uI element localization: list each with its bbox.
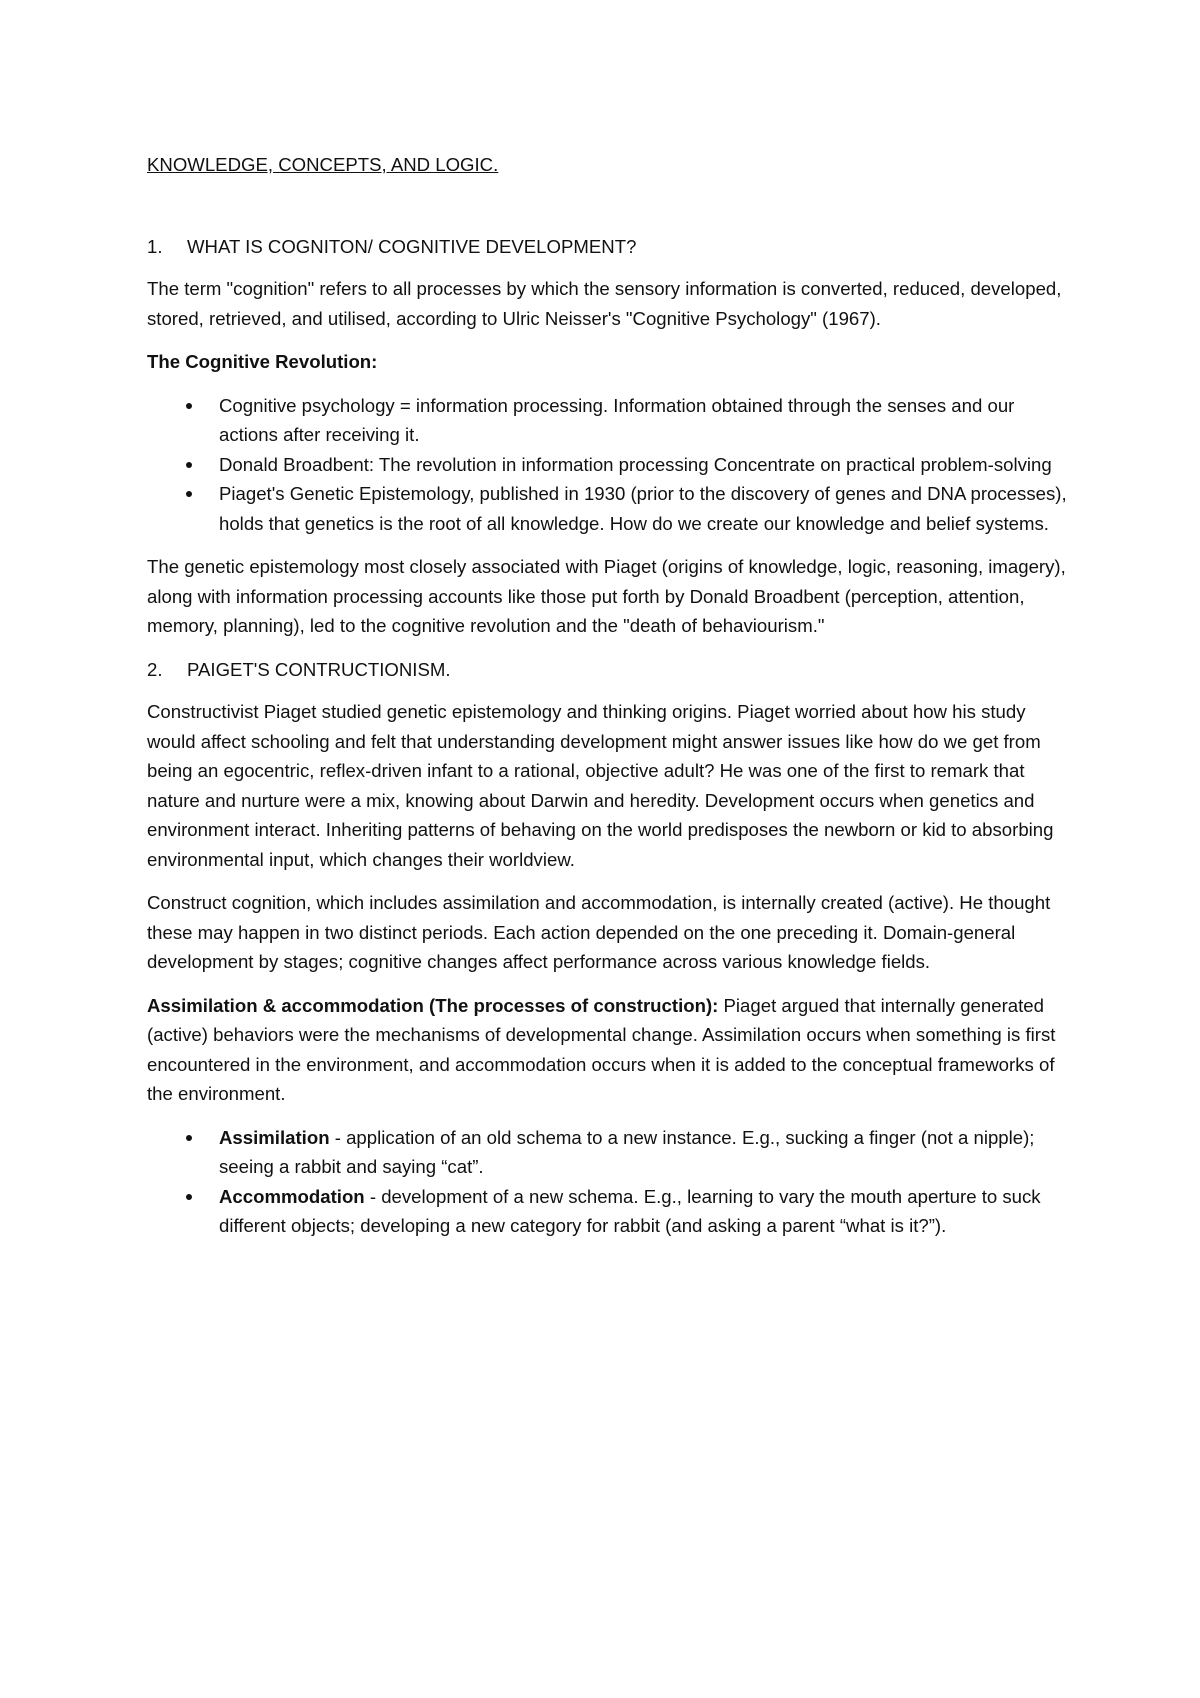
cognitive-revolution-list: [147, 391, 1067, 539]
section-1-closing: The genetic epistemology most closely associated with Piaget (origins of knowledge, logic, reasoning, imagery), along with information processing accounts like those put forth by Donald Broadbent (perception, attention, memory, planning), led to the cognitive revolution and the "death of behaviourism.": [147, 556, 1066, 636]
document-title: KNOWLEDGE, CONCEPTS, AND LOGIC.: [147, 154, 499, 175]
list-item-term: Accommodation: [219, 1185, 365, 1207]
section-2-heading: [147, 655, 1067, 685]
paragraph-3-lead: Assimilation & accommodation (The processes of construction):: [147, 994, 719, 1016]
section-1-number: 1.: [147, 235, 163, 257]
bullet-icon: [186, 403, 192, 409]
section-2-paragraph-1: Constructivist Piaget studied genetic epistemology and thinking origins. Piaget worried about how his study would affect schooling and felt that understanding development might answer issues like how do we get from being an egocentric, reflex-driven infant to a rational, objective adult? He was one of the first to remark that nature and nurture were a mix, knowing about Darwin and heredity. Development occurs when genetics and environment interact. Inheriting patterns of behaving on the world predisposes the newborn or kid to absorbing environmental input, which changes their worldview.: [147, 701, 1054, 870]
list-item-term: Assimilation: [219, 1126, 330, 1148]
paragraph-3-text: Piaget argued that internally generated (active) behaviors were the mechanisms of developmental change. Assimilation occurs when something is first encountered in the environment, and accommodation occurs when it is added to the conceptual frameworks of the environment.: [147, 994, 1056, 1104]
bullet-icon: [186, 1194, 192, 1200]
section-1-heading: [147, 232, 1067, 262]
list-item: [147, 391, 1067, 450]
list-item: [147, 1123, 1067, 1182]
list-item-text: Cognitive psychology = information processing. Information obtained through the senses and our actions after receiving it.: [219, 394, 1015, 445]
list-item-text: Donald Broadbent: The revolution in information processing Concentrate on practical problem-solving: [219, 453, 1052, 475]
list-item: [147, 1182, 1067, 1241]
bullet-icon: [186, 1135, 192, 1141]
list-item-text: - application of an old schema to a new instance. E.g., sucking a finger (not a nipple); seeing a rabbit and saying “cat”.: [219, 1126, 1035, 1177]
list-item-text: - development of a new schema. E.g., learning to vary the mouth aperture to suck different objects; developing a new category for rabbit (and asking a parent “what is it?”).: [219, 1185, 1041, 1236]
section-2-title: PAIGET'S CONTRUCTIONISM.: [187, 658, 451, 680]
construction-processes-list: [147, 1123, 1067, 1241]
section-1-intro: The term "cognition" refers to all processes by which the sensory information is converted, reduced, developed, stored, retrieved, and utilised, according to Ulric Neisser's "Cognitive Psychology" (1967).: [147, 278, 1062, 329]
document-page: [147, 150, 1067, 1255]
bullet-icon: [186, 491, 192, 497]
section-2-number: 2.: [147, 658, 163, 680]
bullet-icon: [186, 462, 192, 468]
list-item: [147, 450, 1067, 480]
cognitive-revolution-subheading: The Cognitive Revolution:: [147, 351, 378, 372]
section-2-paragraph-3: [147, 991, 1067, 1109]
section-1-title: WHAT IS COGNITON/ COGNITIVE DEVELOPMENT?: [187, 235, 637, 257]
list-item-text: Piaget's Genetic Epistemology, published in 1930 (prior to the discovery of genes and DNA processes), holds that genetics is the root of all knowledge. How do we create our knowledge and belief systems.: [219, 483, 1067, 534]
list-item: [147, 479, 1067, 538]
section-2-paragraph-2: Construct cognition, which includes assimilation and accommodation, is internally created (active). He thought these may happen in two distinct periods. Each action depended on the one preceding it. Domain-general development by stages; cognitive changes affect performance across various knowledge fields.: [147, 892, 1051, 972]
